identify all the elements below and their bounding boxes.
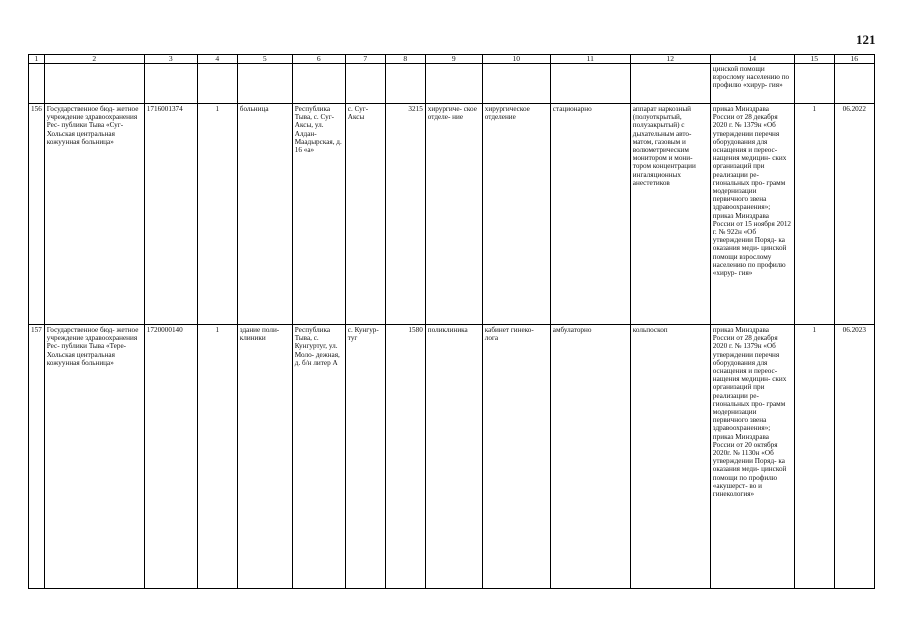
order-cell: приказ Минздрава России от 28 декабря 2020 г. № 1379н «Об утверждении перечня оборудования для оснащения и переос- нащения медицин- ских организаций при реализации ре- гиональных про- грамм модернизации первичного звена здравоохранения»; приказ Минздрава России от 15 ноября 2012 г. № 922н «Об утверждении Поряд- ка оказания меди- цинской помощи взрослому населению по профилю «хирур- гия» (710, 104, 794, 325)
quantity-cell: 1 (794, 325, 834, 589)
organization-cell: Государственное бюд- жетное учреждение здравоохранения Рес- публики Тыва «Тере- Хольская центральная кожуунная больница» (44, 325, 144, 589)
code-cell: 1720000140 (144, 325, 197, 589)
equipment-table (28, 54, 875, 589)
order-cell: цинской помощи взрослому населению по профилю «хирур- гия» (710, 64, 794, 104)
column4-cell: 1 (197, 325, 237, 589)
column-number: 15 (794, 55, 834, 64)
date-cell: 06.2023 (834, 325, 874, 589)
population-cell: 3215 (385, 104, 425, 325)
unit-cell: хирургиче- ское отделе- ние (425, 104, 482, 325)
population-cell: 1580 (385, 325, 425, 589)
column4-cell: 1 (197, 104, 237, 325)
date-cell: 06.2022 (834, 104, 874, 325)
column-number: 8 (385, 55, 425, 64)
continuation-row (29, 64, 875, 104)
address-cell: Республика Тыва, с. Кунгуртуг, ул. Моло- дежная, д. б/н литер А (292, 325, 345, 589)
settlement-cell: с. Кунгур- туг (345, 325, 385, 589)
table-row (29, 325, 875, 589)
building-cell: больница (237, 104, 292, 325)
column-number: 1 (29, 55, 45, 64)
column-number: 11 (550, 55, 630, 64)
column-number: 7 (345, 55, 385, 64)
address-cell: Республика Тыва, с. Суг- Аксы, ул. Алдан- Маадырская, д. 16 «а» (292, 104, 345, 325)
building-cell: здание поли- клиники (237, 325, 292, 589)
equipment-cell: кольпоскоп (630, 325, 710, 589)
column-number: 16 (834, 55, 874, 64)
table-row (29, 104, 875, 325)
column-number-row (29, 55, 875, 64)
column-number: 5 (237, 55, 292, 64)
quantity-cell: 1 (794, 104, 834, 325)
order-cell: приказ Минздрава России от 28 декабря 2020 г. № 1379н «Об утверждении перечня оборудования для оснащения и переос- нащения медицин- ских организаций при реализации ре- гиональных про- грамм модернизации первичного звена здравоохранения»; приказ Минздрава России от 20 октября 2020г. № 1130н «Об утверждении Поряд- ка оказания меди- цинской помощи по профилю «акушерст- во и гинекология» (710, 325, 794, 589)
row-number: 157 (29, 325, 45, 589)
column-number: 12 (630, 55, 710, 64)
column-number: 9 (425, 55, 482, 64)
code-cell: 1716001374 (144, 104, 197, 325)
settlement-cell: с. Суг-Аксы (345, 104, 385, 325)
page-number: 121 (856, 32, 876, 47)
column-number: 10 (482, 55, 550, 64)
department-cell: хирургическое отделение (482, 104, 550, 325)
column-number: 3 (144, 55, 197, 64)
organization-cell: Государственное бюд- жетное учреждение здравоохранения Рес- публики Тыва «Суг- Хольская центральная кожуунная больница» (44, 104, 144, 325)
column-number: 6 (292, 55, 345, 64)
unit-cell: поликлиника (425, 325, 482, 589)
care-type-cell: амбулаторно (550, 325, 630, 589)
column-number: 4 (197, 55, 237, 64)
equipment-cell: аппарат наркозный (полуоткрытый, полузакрытый) с дыхательным авто- матом, газовым и волюметрическим монитором и мони- тором концентрации ингаляционных анестетиков (630, 104, 710, 325)
column-number: 14 (710, 55, 794, 64)
care-type-cell: стационарно (550, 104, 630, 325)
column-number: 2 (44, 55, 144, 64)
department-cell: кабинет гинеко- лога (482, 325, 550, 589)
row-number: 156 (29, 104, 45, 325)
